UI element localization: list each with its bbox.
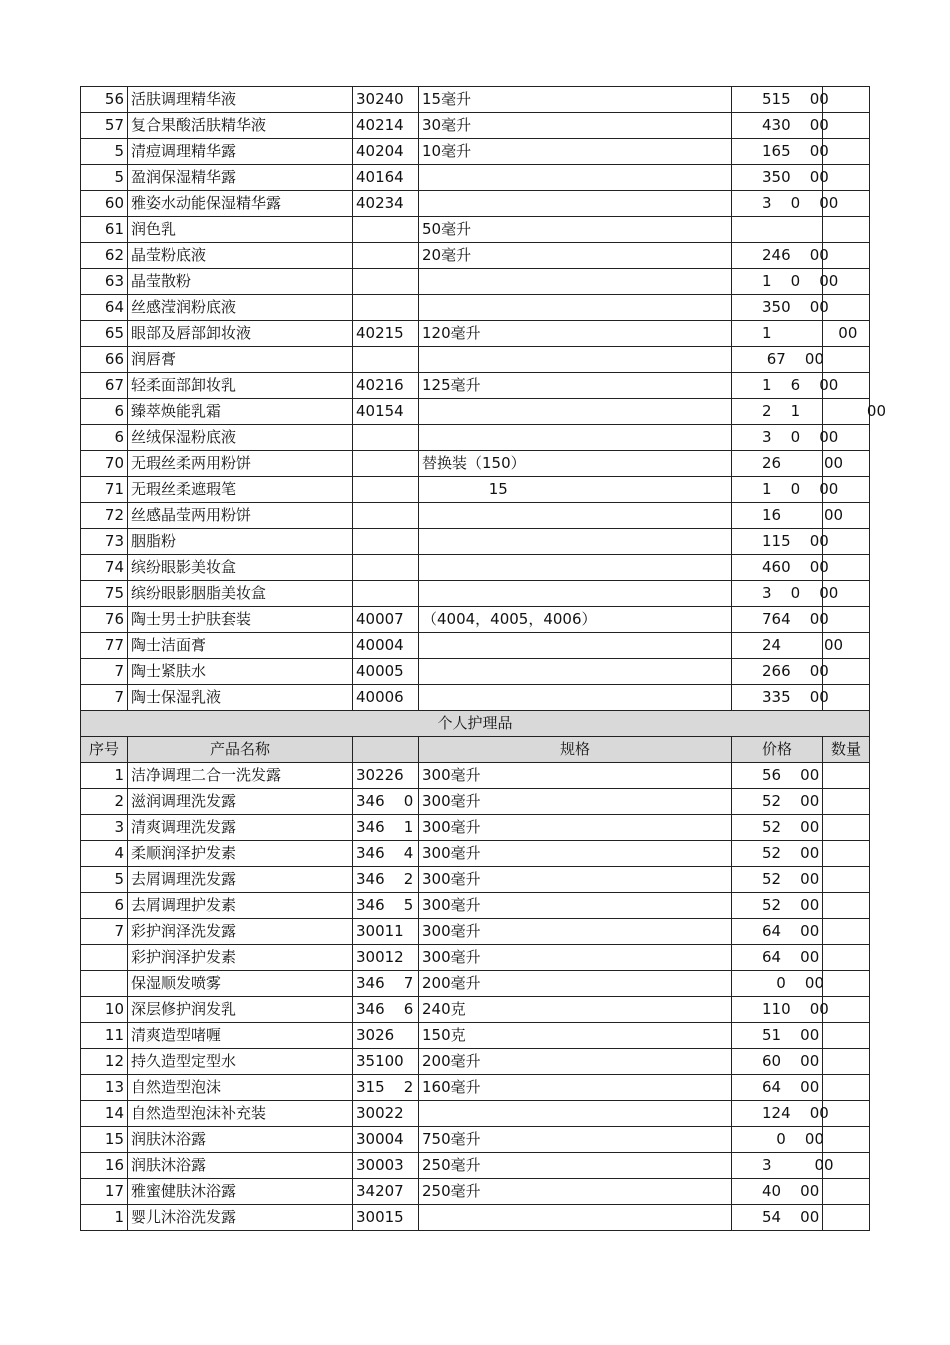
product-spec	[419, 685, 732, 711]
product-name: 自然造型泡沫	[128, 1075, 353, 1101]
row-number: 57	[81, 113, 128, 139]
product-price: 3 0 00	[732, 425, 823, 451]
product-code	[353, 451, 419, 477]
table-row	[81, 1127, 870, 1153]
table-row	[81, 243, 870, 269]
product-code: 346 5	[353, 893, 419, 919]
product-code: 40005	[353, 659, 419, 685]
product-name: 保湿顺发喷雾	[128, 971, 353, 997]
quantity-cell[interactable]	[823, 763, 870, 789]
product-spec	[419, 1101, 732, 1127]
product-price: 3 00	[732, 1153, 823, 1179]
product-price: 64 00	[732, 1075, 823, 1101]
product-code: 40215	[353, 321, 419, 347]
product-spec	[419, 347, 732, 373]
table-row	[81, 373, 870, 399]
row-number: 70	[81, 451, 128, 477]
product-code: 30011	[353, 919, 419, 945]
personal-care-section-header	[81, 711, 870, 763]
row-number: 6	[81, 399, 128, 425]
table-row	[81, 425, 870, 451]
header-no: 序号	[81, 737, 128, 763]
product-name: 润肤沐浴露	[128, 1127, 353, 1153]
product-code	[353, 503, 419, 529]
table-row	[81, 321, 870, 347]
row-number: 56	[81, 87, 128, 113]
product-code: 40204	[353, 139, 419, 165]
table-row	[81, 295, 870, 321]
product-spec: 200毫升	[419, 1049, 732, 1075]
row-number: 13	[81, 1075, 128, 1101]
product-price	[732, 217, 823, 243]
product-name: 润唇膏	[128, 347, 353, 373]
product-name: 彩护润泽洗发露	[128, 919, 353, 945]
table-row	[81, 529, 870, 555]
header-qty: 数量	[823, 737, 870, 763]
product-price: 67 00	[732, 347, 823, 373]
product-spec	[419, 659, 732, 685]
row-number: 6	[81, 893, 128, 919]
quantity-cell[interactable]	[823, 945, 870, 971]
column-header-row	[81, 737, 870, 763]
product-code	[353, 529, 419, 555]
table-row	[81, 893, 870, 919]
product-code	[353, 269, 419, 295]
product-code	[353, 477, 419, 503]
product-spec: 300毫升	[419, 789, 732, 815]
table-row	[81, 87, 870, 113]
product-spec	[419, 165, 732, 191]
row-number: 67	[81, 373, 128, 399]
personal-care-section	[81, 763, 870, 1231]
product-price: 124 00	[732, 1101, 823, 1127]
table-row	[81, 165, 870, 191]
row-number	[81, 945, 128, 971]
product-code: 40007	[353, 607, 419, 633]
product-code	[353, 295, 419, 321]
product-price: 350 00	[732, 165, 823, 191]
quantity-cell[interactable]	[823, 893, 870, 919]
product-spec: 300毫升	[419, 763, 732, 789]
product-spec	[419, 399, 732, 425]
product-price: 52 00	[732, 841, 823, 867]
product-price: 16 00	[732, 503, 823, 529]
product-name: 清爽造型啫喱	[128, 1023, 353, 1049]
row-number: 3	[81, 815, 128, 841]
product-code: 40216	[353, 373, 419, 399]
table-row	[81, 477, 870, 503]
row-number: 15	[81, 1127, 128, 1153]
product-name: 润色乳	[128, 217, 353, 243]
product-price: 52 00	[732, 815, 823, 841]
table-row	[81, 1075, 870, 1101]
table-row	[81, 867, 870, 893]
product-price: 54 00	[732, 1205, 823, 1231]
table-row	[81, 607, 870, 633]
product-price: 165 00	[732, 139, 823, 165]
table-row	[81, 1049, 870, 1075]
product-spec: 20毫升	[419, 243, 732, 269]
header-spec: 规格	[419, 737, 732, 763]
product-spec: 替换装（150）	[419, 451, 732, 477]
product-code: 30226	[353, 763, 419, 789]
product-price: 52 00	[732, 789, 823, 815]
product-spec: 30毫升	[419, 113, 732, 139]
product-price: 60 00	[732, 1049, 823, 1075]
quantity-cell[interactable]	[823, 867, 870, 893]
product-spec: 15	[419, 477, 732, 503]
row-number: 65	[81, 321, 128, 347]
product-spec: 300毫升	[419, 867, 732, 893]
table-row	[81, 841, 870, 867]
quantity-cell[interactable]	[823, 607, 870, 633]
product-spec	[419, 633, 732, 659]
product-code: 40154	[353, 399, 419, 425]
quantity-cell[interactable]	[823, 789, 870, 815]
section-title-row	[81, 711, 870, 737]
product-price: 3 0 00	[732, 581, 823, 607]
product-name: 盈润保湿精华露	[128, 165, 353, 191]
product-spec	[419, 269, 732, 295]
product-name: 清爽调理洗发露	[128, 815, 353, 841]
product-spec: 250毫升	[419, 1153, 732, 1179]
skincare-section	[81, 87, 886, 711]
product-code	[353, 217, 419, 243]
quantity-cell[interactable]	[823, 1075, 870, 1101]
product-spec: 240克	[419, 997, 732, 1023]
product-code	[353, 581, 419, 607]
product-name: 深层修护润发乳	[128, 997, 353, 1023]
product-name: 缤纷眼影美妆盒	[128, 555, 353, 581]
product-code: 30012	[353, 945, 419, 971]
product-price: 1 0 00	[732, 477, 823, 503]
price-list-table	[80, 86, 886, 1231]
product-code: 35100	[353, 1049, 419, 1075]
product-name: 雅姿水动能保湿精华露	[128, 191, 353, 217]
product-spec	[419, 1205, 732, 1231]
row-number: 11	[81, 1023, 128, 1049]
product-name: 无瑕丝柔两用粉饼	[128, 451, 353, 477]
product-code: 346 4	[353, 841, 419, 867]
product-price: 0 00	[732, 1127, 823, 1153]
product-price: 515 00	[732, 87, 823, 113]
product-name: 轻柔面部卸妆乳	[128, 373, 353, 399]
product-code: 40004	[353, 633, 419, 659]
product-price: 52 00	[732, 867, 823, 893]
quantity-cell[interactable]	[823, 919, 870, 945]
row-number: 63	[81, 269, 128, 295]
product-spec: 50毫升	[419, 217, 732, 243]
product-name: 洁净调理二合一洗发露	[128, 763, 353, 789]
product-spec	[419, 503, 732, 529]
quantity-cell[interactable]	[823, 529, 870, 555]
quantity-cell[interactable]	[823, 555, 870, 581]
product-name: 晶莹散粉	[128, 269, 353, 295]
product-price: 350 00	[732, 295, 823, 321]
product-name: 陶士洁面膏	[128, 633, 353, 659]
row-number: 14	[81, 1101, 128, 1127]
product-code: 40214	[353, 113, 419, 139]
product-name: 丝感滢润粉底液	[128, 295, 353, 321]
product-code: 30004	[353, 1127, 419, 1153]
row-number: 64	[81, 295, 128, 321]
product-code: 346 7	[353, 971, 419, 997]
row-number: 10	[81, 997, 128, 1023]
product-name: 陶士紧肤水	[128, 659, 353, 685]
product-code	[353, 243, 419, 269]
product-name: 陶士男士护肤套装	[128, 607, 353, 633]
product-price: 246 00	[732, 243, 823, 269]
product-code	[353, 555, 419, 581]
row-number: 6	[81, 425, 128, 451]
table-row	[81, 1101, 870, 1127]
product-spec: 160毫升	[419, 1075, 732, 1101]
table-row	[81, 1023, 870, 1049]
product-price: 0 00	[732, 971, 823, 997]
product-name: 持久造型定型水	[128, 1049, 353, 1075]
quantity-cell[interactable]	[823, 1205, 870, 1231]
table-row	[81, 113, 870, 139]
product-name: 滋润调理洗发露	[128, 789, 353, 815]
table-row	[81, 815, 870, 841]
header-code	[353, 737, 419, 763]
product-price: 2 1 00	[732, 399, 823, 425]
product-name: 雅蜜健肤沐浴露	[128, 1179, 353, 1205]
product-spec: （4004，4005，4006）	[419, 607, 732, 633]
product-code: 34207	[353, 1179, 419, 1205]
table-row	[81, 919, 870, 945]
product-name: 陶士保湿乳液	[128, 685, 353, 711]
row-number: 2	[81, 789, 128, 815]
quantity-cell[interactable]	[823, 347, 870, 373]
product-spec	[419, 191, 732, 217]
product-name: 柔顺润泽护发素	[128, 841, 353, 867]
product-spec: 250毫升	[419, 1179, 732, 1205]
product-price: 1 6 00	[732, 373, 823, 399]
product-spec: 300毫升	[419, 919, 732, 945]
table-row	[81, 971, 870, 997]
product-name: 去屑调理洗发露	[128, 867, 353, 893]
product-name: 自然造型泡沫补充装	[128, 1101, 353, 1127]
table-row	[81, 503, 870, 529]
product-spec	[419, 529, 732, 555]
row-number: 73	[81, 529, 128, 555]
table-row	[81, 191, 870, 217]
table-row	[81, 139, 870, 165]
quantity-cell[interactable]	[823, 243, 870, 269]
quantity-cell[interactable]	[823, 815, 870, 841]
product-name: 婴儿沐浴洗发露	[128, 1205, 353, 1231]
product-name: 臻萃焕能乳霜	[128, 399, 353, 425]
product-code: 346 1	[353, 815, 419, 841]
product-spec	[419, 555, 732, 581]
product-name: 胭脂粉	[128, 529, 353, 555]
product-code: 30015	[353, 1205, 419, 1231]
quantity-cell[interactable]	[823, 1049, 870, 1075]
table-row	[81, 1153, 870, 1179]
row-number	[81, 971, 128, 997]
product-name: 晶莹粉底液	[128, 243, 353, 269]
row-number: 75	[81, 581, 128, 607]
product-price: 335 00	[732, 685, 823, 711]
section-title: 个人护理品	[81, 711, 870, 737]
product-code: 346 2	[353, 867, 419, 893]
quantity-cell[interactable]	[823, 139, 870, 165]
product-spec: 300毫升	[419, 893, 732, 919]
quantity-cell[interactable]	[823, 1179, 870, 1205]
product-name: 丝绒保湿粉底液	[128, 425, 353, 451]
product-code: 40006	[353, 685, 419, 711]
product-code	[353, 347, 419, 373]
product-spec: 120毫升	[419, 321, 732, 347]
product-spec: 10毫升	[419, 139, 732, 165]
header-name: 产品名称	[128, 737, 353, 763]
product-price: 40 00	[732, 1179, 823, 1205]
product-price: 52 00	[732, 893, 823, 919]
product-price: 1 0 00	[732, 269, 823, 295]
table-row	[81, 685, 870, 711]
row-number: 61	[81, 217, 128, 243]
row-number: 16	[81, 1153, 128, 1179]
row-number: 66	[81, 347, 128, 373]
product-price: 3 0 00	[732, 191, 823, 217]
product-spec: 300毫升	[419, 815, 732, 841]
product-spec	[419, 581, 732, 607]
table-row	[81, 789, 870, 815]
quantity-cell[interactable]	[823, 659, 870, 685]
row-number: 76	[81, 607, 128, 633]
table-row	[81, 347, 870, 373]
row-number: 5	[81, 165, 128, 191]
table-row	[81, 451, 870, 477]
product-name: 润肤沐浴露	[128, 1153, 353, 1179]
product-name: 无瑕丝柔遮瑕笔	[128, 477, 353, 503]
row-number: 5	[81, 139, 128, 165]
header-price: 价格	[732, 737, 823, 763]
product-spec: 300毫升	[419, 945, 732, 971]
row-number: 62	[81, 243, 128, 269]
product-spec: 150克	[419, 1023, 732, 1049]
product-price: 51 00	[732, 1023, 823, 1049]
product-code: 346 6	[353, 997, 419, 1023]
row-number: 1	[81, 1205, 128, 1231]
product-code: 346 0	[353, 789, 419, 815]
row-number: 74	[81, 555, 128, 581]
product-name: 缤纷眼影胭脂美妆盒	[128, 581, 353, 607]
quantity-cell[interactable]	[823, 997, 870, 1023]
row-number: 12	[81, 1049, 128, 1075]
product-price: 26 00	[732, 451, 823, 477]
row-number: 17	[81, 1179, 128, 1205]
product-price: 1 00	[732, 321, 823, 347]
table-row	[81, 997, 870, 1023]
quantity-cell[interactable]	[823, 1023, 870, 1049]
table-row	[81, 633, 870, 659]
product-name: 丝感晶莹两用粉饼	[128, 503, 353, 529]
product-code: 30003	[353, 1153, 419, 1179]
product-name: 眼部及唇部卸妆液	[128, 321, 353, 347]
product-name: 清痘调理精华露	[128, 139, 353, 165]
product-price: 24 00	[732, 633, 823, 659]
row-number: 7	[81, 659, 128, 685]
product-spec: 125毫升	[419, 373, 732, 399]
table-row	[81, 581, 870, 607]
product-spec: 15毫升	[419, 87, 732, 113]
row-number: 72	[81, 503, 128, 529]
product-spec	[419, 425, 732, 451]
table-row	[81, 945, 870, 971]
table-row	[81, 659, 870, 685]
quantity-cell[interactable]	[823, 165, 870, 191]
quantity-cell[interactable]	[823, 217, 870, 243]
table-row	[81, 555, 870, 581]
row-number: 7	[81, 919, 128, 945]
row-number: 4	[81, 841, 128, 867]
product-price: 764 00	[732, 607, 823, 633]
row-number: 77	[81, 633, 128, 659]
product-name: 彩护润泽护发素	[128, 945, 353, 971]
product-spec	[419, 295, 732, 321]
table-row	[81, 1179, 870, 1205]
quantity-cell[interactable]	[823, 1101, 870, 1127]
product-price: 56 00	[732, 763, 823, 789]
table-row	[81, 217, 870, 243]
quantity-cell[interactable]	[823, 113, 870, 139]
row-number: 7	[81, 685, 128, 711]
product-code: 315 2	[353, 1075, 419, 1101]
table-row	[81, 269, 870, 295]
product-code: 30240	[353, 87, 419, 113]
quantity-cell[interactable]	[823, 685, 870, 711]
row-number: 60	[81, 191, 128, 217]
product-code: 30022	[353, 1101, 419, 1127]
product-name: 复合果酸活肤精华液	[128, 113, 353, 139]
product-spec: 750毫升	[419, 1127, 732, 1153]
product-name: 活肤调理精华液	[128, 87, 353, 113]
product-code: 40234	[353, 191, 419, 217]
product-price: 115 00	[732, 529, 823, 555]
table-row	[81, 1205, 870, 1231]
product-code	[353, 425, 419, 451]
product-price: 460 00	[732, 555, 823, 581]
product-price: 64 00	[732, 945, 823, 971]
quantity-cell[interactable]	[823, 971, 870, 997]
table-row	[81, 399, 870, 425]
row-number: 71	[81, 477, 128, 503]
row-number: 1	[81, 763, 128, 789]
product-name: 去屑调理护发素	[128, 893, 353, 919]
product-code: 40164	[353, 165, 419, 191]
product-price: 64 00	[732, 919, 823, 945]
product-spec: 200毫升	[419, 971, 732, 997]
product-code: 3026	[353, 1023, 419, 1049]
product-spec: 300毫升	[419, 841, 732, 867]
quantity-cell[interactable]	[823, 841, 870, 867]
product-price: 430 00	[732, 113, 823, 139]
row-number: 5	[81, 867, 128, 893]
quantity-cell[interactable]	[823, 87, 870, 113]
product-price: 266 00	[732, 659, 823, 685]
table-row	[81, 763, 870, 789]
quantity-cell[interactable]	[823, 1127, 870, 1153]
quantity-cell[interactable]	[823, 295, 870, 321]
product-price: 110 00	[732, 997, 823, 1023]
